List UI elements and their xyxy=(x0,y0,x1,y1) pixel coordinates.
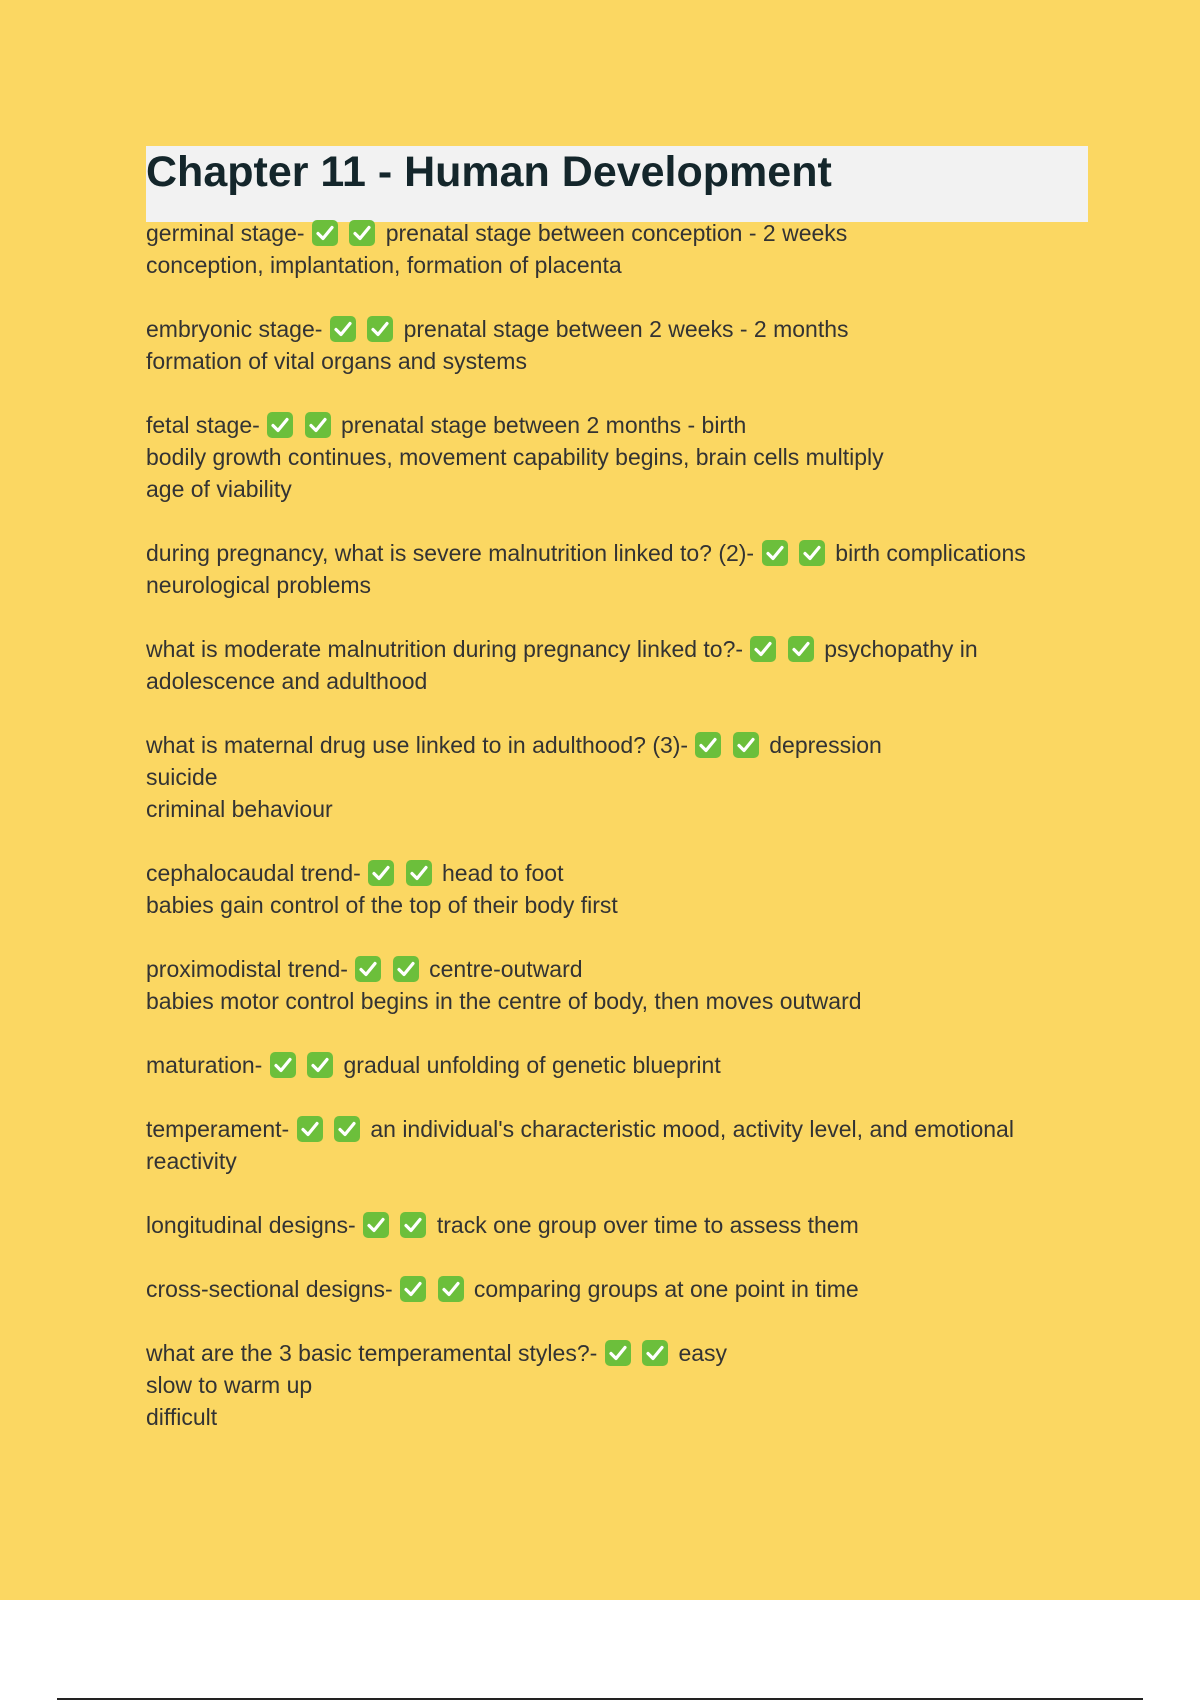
flashcard-answer-continuation: difficult xyxy=(146,1404,218,1430)
flashcard-answer: psychopathy in xyxy=(824,636,978,662)
flashcard-answer: an individual's characteristic mood, activity level, and emotional xyxy=(370,1116,1014,1142)
flashcard-entry xyxy=(146,409,1086,505)
flashcard-question-line xyxy=(146,633,1086,665)
flashcard-entry xyxy=(146,1337,1086,1433)
flashcard-answer: track one group over time to assess them xyxy=(436,1212,859,1238)
check-mark-button-icon xyxy=(399,1275,427,1303)
flashcard-answer-continuation: babies gain control of the top of their body first xyxy=(146,892,618,918)
flashcard-term: what is moderate malnutrition during pregnancy linked to?- xyxy=(146,636,744,662)
flashcard-question-line xyxy=(146,953,1086,985)
flashcard-answer-continuation: neurological problems xyxy=(146,572,372,598)
flashcard-term: cross-sectional designs- xyxy=(146,1276,393,1302)
check-mark-button-icon xyxy=(266,411,294,439)
check-mark-button-icon xyxy=(348,219,376,247)
check-mark-button-icon xyxy=(367,859,395,887)
flashcard-entry xyxy=(146,1113,1086,1177)
flashcard-entry xyxy=(146,857,1086,921)
flashcard-answer-continuation: formation of vital organs and systems xyxy=(146,348,527,374)
flashcard-question-line xyxy=(146,1273,1086,1305)
flashcard-answer-continuation: slow to warm up xyxy=(146,1372,313,1398)
flashcard-answer: easy xyxy=(678,1340,728,1366)
flashcard-question-line xyxy=(146,313,1086,345)
flashcard-term: during pregnancy, what is severe malnutrition linked to? (2)- xyxy=(146,540,755,566)
flashcard-answer: comparing groups at one point in time xyxy=(473,1276,859,1302)
flashcard-answer-continuation: conception, implantation, formation of placenta xyxy=(146,252,622,278)
flashcard-answer: birth complications xyxy=(835,540,1026,566)
flashcard-answer: depression xyxy=(769,732,882,758)
flashcard-term: maturation- xyxy=(146,1052,263,1078)
flashcard-question-line xyxy=(146,857,1086,889)
check-mark-button-icon xyxy=(641,1339,669,1367)
flashcard-answer-continuation: bodily growth continues, movement capability begins, brain cells multiply xyxy=(146,444,884,470)
check-mark-button-icon xyxy=(732,731,760,759)
flashcard-term: fetal stage- xyxy=(146,412,260,438)
flashcard-question-line xyxy=(146,729,1086,761)
check-mark-button-icon xyxy=(304,411,332,439)
flashcard-answer-continuation: reactivity xyxy=(146,1148,237,1174)
check-mark-button-icon xyxy=(437,1275,465,1303)
check-mark-button-icon xyxy=(392,955,420,983)
check-mark-button-icon xyxy=(329,315,357,343)
check-mark-button-icon xyxy=(749,635,777,663)
flashcard-answer: prenatal stage between conception - 2 weeks xyxy=(385,220,848,246)
flashcard-entry xyxy=(146,1049,1086,1081)
check-mark-button-icon xyxy=(405,859,433,887)
check-mark-button-icon xyxy=(296,1115,324,1143)
flashcard-entry xyxy=(146,537,1086,601)
flashcard-answer-continuation: adolescence and adulthood xyxy=(146,668,428,694)
flashcard-answer-continuation: criminal behaviour xyxy=(146,796,333,822)
flashcard-question-line xyxy=(146,409,1086,441)
check-mark-button-icon xyxy=(787,635,815,663)
flashcard-term: germinal stage- xyxy=(146,220,305,246)
flashcard-question-line xyxy=(146,1209,1086,1241)
flashcard-term: temperament- xyxy=(146,1116,290,1142)
flashcard-entry xyxy=(146,953,1086,1017)
flashcard-question-line xyxy=(146,1337,1086,1369)
flashcard-term: longitudinal designs- xyxy=(146,1212,356,1238)
flashcard-list xyxy=(146,217,1086,1465)
check-mark-button-icon xyxy=(333,1115,361,1143)
flashcard-entry xyxy=(146,633,1086,697)
flashcard-answer: centre-outward xyxy=(429,956,583,982)
check-mark-button-icon xyxy=(311,219,339,247)
flashcard-answer-continuation: age of viability xyxy=(146,476,292,502)
flashcard-term: what are the 3 basic temperamental styles?- xyxy=(146,1340,598,1366)
flashcard-question-line xyxy=(146,537,1086,569)
flashcard-entry xyxy=(146,1209,1086,1241)
check-mark-button-icon xyxy=(798,539,826,567)
flashcard-question-line xyxy=(146,1049,1086,1081)
flashcard-question-line xyxy=(146,1113,1086,1145)
check-mark-button-icon xyxy=(761,539,789,567)
check-mark-button-icon xyxy=(362,1211,390,1239)
flashcard-term: what is maternal drug use linked to in adulthood? (3)- xyxy=(146,732,689,758)
flashcard-term: cephalocaudal trend- xyxy=(146,860,361,886)
check-mark-button-icon xyxy=(604,1339,632,1367)
flashcard-entry xyxy=(146,729,1086,825)
flashcard-answer-continuation: babies motor control begins in the centre of body, then moves outward xyxy=(146,988,862,1014)
flashcard-answer: prenatal stage between 2 months - birth xyxy=(340,412,747,438)
check-mark-button-icon xyxy=(306,1051,334,1079)
flashcard-entry xyxy=(146,313,1086,377)
page-title: Chapter 11 - Human Development xyxy=(146,148,832,196)
flashcard-answer-continuation: suicide xyxy=(146,764,218,790)
flashcard-term: embryonic stage- xyxy=(146,316,323,342)
flashcard-answer: gradual unfolding of genetic blueprint xyxy=(343,1052,721,1078)
flashcard-answer: head to foot xyxy=(442,860,564,886)
check-mark-button-icon xyxy=(399,1211,427,1239)
flashcard-entry xyxy=(146,1273,1086,1305)
check-mark-button-icon xyxy=(269,1051,297,1079)
flashcard-question-line xyxy=(146,217,1086,249)
check-mark-button-icon xyxy=(694,731,722,759)
flashcard-entry xyxy=(146,217,1086,281)
flashcard-answer: prenatal stage between 2 weeks - 2 months xyxy=(403,316,849,342)
check-mark-button-icon xyxy=(354,955,382,983)
check-mark-button-icon xyxy=(366,315,394,343)
flashcard-term: proximodistal trend- xyxy=(146,956,348,982)
